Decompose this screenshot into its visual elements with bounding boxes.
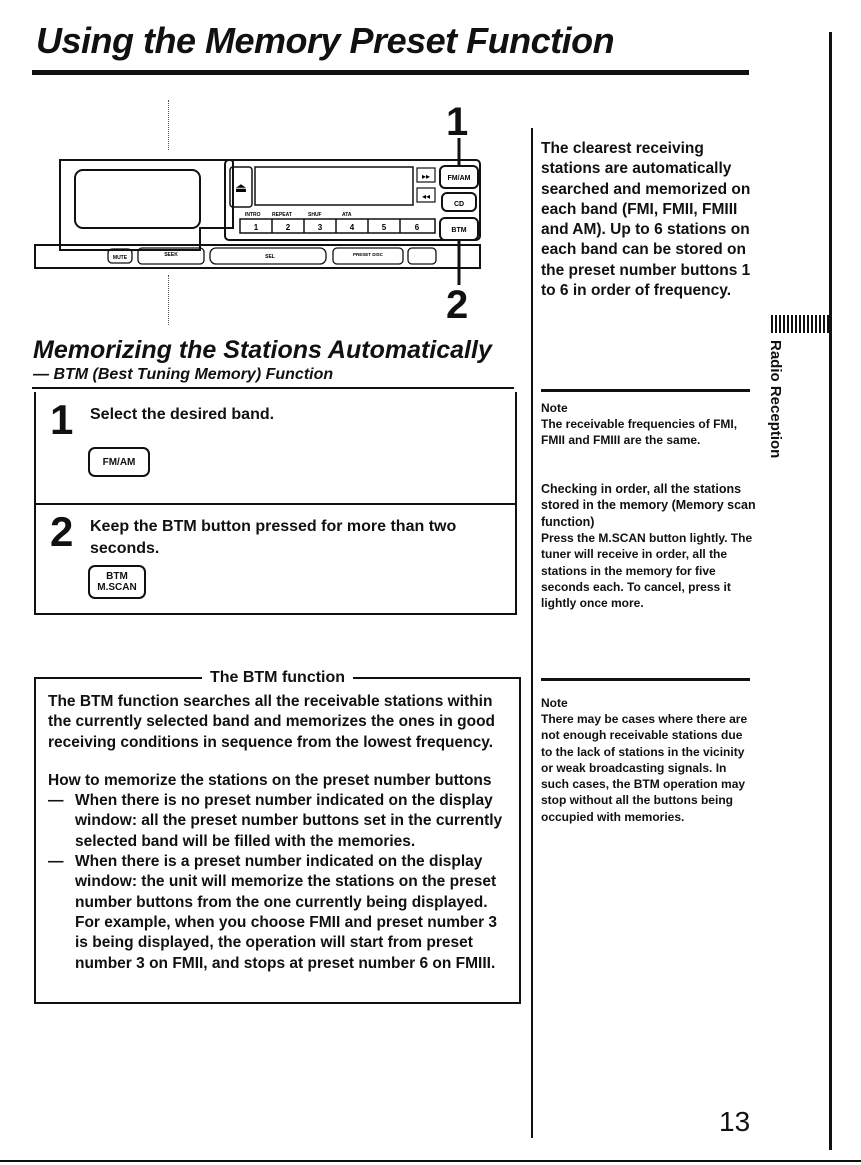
page-number: 13 (719, 1106, 751, 1137)
preset-button-row (240, 219, 435, 233)
page-title: Using the Memory Preset Function (36, 20, 615, 61)
btm-key-bottom: M.SCAN (97, 582, 137, 593)
section-subheading: — BTM (Best Tuning Memory) Function (33, 366, 334, 383)
callout-1: 1 (446, 100, 469, 144)
mute-label: MUTE (112, 255, 128, 261)
shuf-label: SHUF (308, 212, 322, 218)
preset-2-label: 2 (285, 223, 291, 232)
preset-1-label: 1 (253, 223, 259, 232)
intro-label: INTRO (245, 212, 261, 218)
sel-label: SEL (265, 254, 275, 260)
note-2-rule (541, 678, 750, 681)
section-heading: Memorizing the Stations Automatically (33, 336, 492, 364)
step-2-number: 2 (50, 508, 74, 555)
svg-text:⏏: ⏏ (234, 181, 248, 196)
seek-label: SEEK (164, 252, 178, 258)
fm-am-key-icon (88, 447, 150, 477)
step-2-text: Keep the BTM button pressed for more than two seconds. (90, 518, 457, 557)
preset-3-label: 3 (317, 223, 323, 232)
svg-text:▸▸: ▸▸ (421, 172, 431, 181)
btm-function-subhead: How to memorize the stations on the preset number buttons (48, 771, 492, 789)
side-tab-label (764, 340, 784, 470)
memory-scan-body: Press the M.SCAN button lightly. The tuner will receive in order, all the stations in the memory for five seconds each. To cancel, press it lightly once more. (541, 531, 753, 611)
fm-am-key-label: FM/AM (102, 456, 136, 468)
btm-function-paragraph: The BTM function searches all the receivable stations within the currently selected band and memorizes the ones in good receiving conditions in sequence from the lowest frequency. (48, 693, 496, 751)
note-1-body: The receivable frequencies of FMI, FMII and FMIII are the same. (541, 417, 738, 448)
head-unit-diagram (30, 130, 490, 310)
side-tab-text: Radio Reception (767, 340, 784, 459)
bottom-rule (0, 1160, 861, 1162)
margin-rule (829, 32, 832, 1150)
ata-label: ATA (342, 212, 352, 218)
intro-paragraph: The clearest receiving stations are automatically searched and memorized on each band (FMI, FMII, FMIII and AM). Up to 6 stations on each band can be stored on the preset number buttons 1 to 6 in order of frequency. (541, 140, 751, 300)
btm-function-body (48, 692, 508, 974)
subheading-rule (32, 387, 514, 389)
step-divider (34, 503, 515, 505)
list-item: — When there is a preset number indicated on the display window: the unit will memorize the stations on the preset number buttons from the one currently being displayed. For example, when you choose FMII and preset number 3 is being displayed, the operation will start from preset number 3 on FMII, and stops at preset number 6 on FMIII. (48, 852, 508, 974)
repeat-label: REPEAT (272, 212, 292, 218)
btm-function-list (48, 791, 508, 974)
fm-am-label: FM/AM (447, 175, 471, 182)
note-1-rule (541, 389, 750, 392)
section-tab-marker (771, 315, 829, 333)
btm-key-icon (88, 565, 146, 599)
preset-6-label: 6 (414, 223, 420, 232)
column-divider (531, 128, 533, 1138)
btm-key-top: BTM (106, 571, 128, 582)
preset-5-label: 5 (381, 223, 387, 232)
disc-button (408, 248, 436, 264)
step-1-text: Select the desired band. (90, 406, 275, 423)
memory-scan-heading: Checking in order, all the stations stored in the memory (Memory scan function) (541, 482, 756, 529)
btm-function-title-row (34, 668, 521, 688)
unit-faceplate-outline (60, 160, 233, 250)
svg-text:◂◂: ◂◂ (421, 192, 431, 201)
note-2-head: Note (541, 696, 568, 710)
display-window (255, 167, 413, 205)
note-2-body: There may be cases where there are not enough receivable stations due to the lack of stations in the vicinity or weak broadcasting signals. In such cases, the BTM operation may stop without all the buttons being occupied with memories. (541, 712, 748, 824)
preset-4-label: 4 (349, 223, 355, 232)
title-rule (32, 70, 749, 75)
btm-label: BTM (451, 227, 467, 234)
btm-function-title: The BTM function (209, 669, 346, 686)
callout-2: 2 (446, 283, 469, 327)
preset-disc-label: PRESET DISC (352, 252, 384, 257)
cd-label: CD (453, 201, 465, 208)
cassette-slot (75, 170, 200, 228)
list-item: — When there is no preset number indicated on the display window: all the preset number buttons set in the currently selected band will be filled with the memories. (48, 791, 508, 852)
step-1-number: 1 (50, 396, 74, 443)
note-1-head: Note (541, 401, 568, 415)
